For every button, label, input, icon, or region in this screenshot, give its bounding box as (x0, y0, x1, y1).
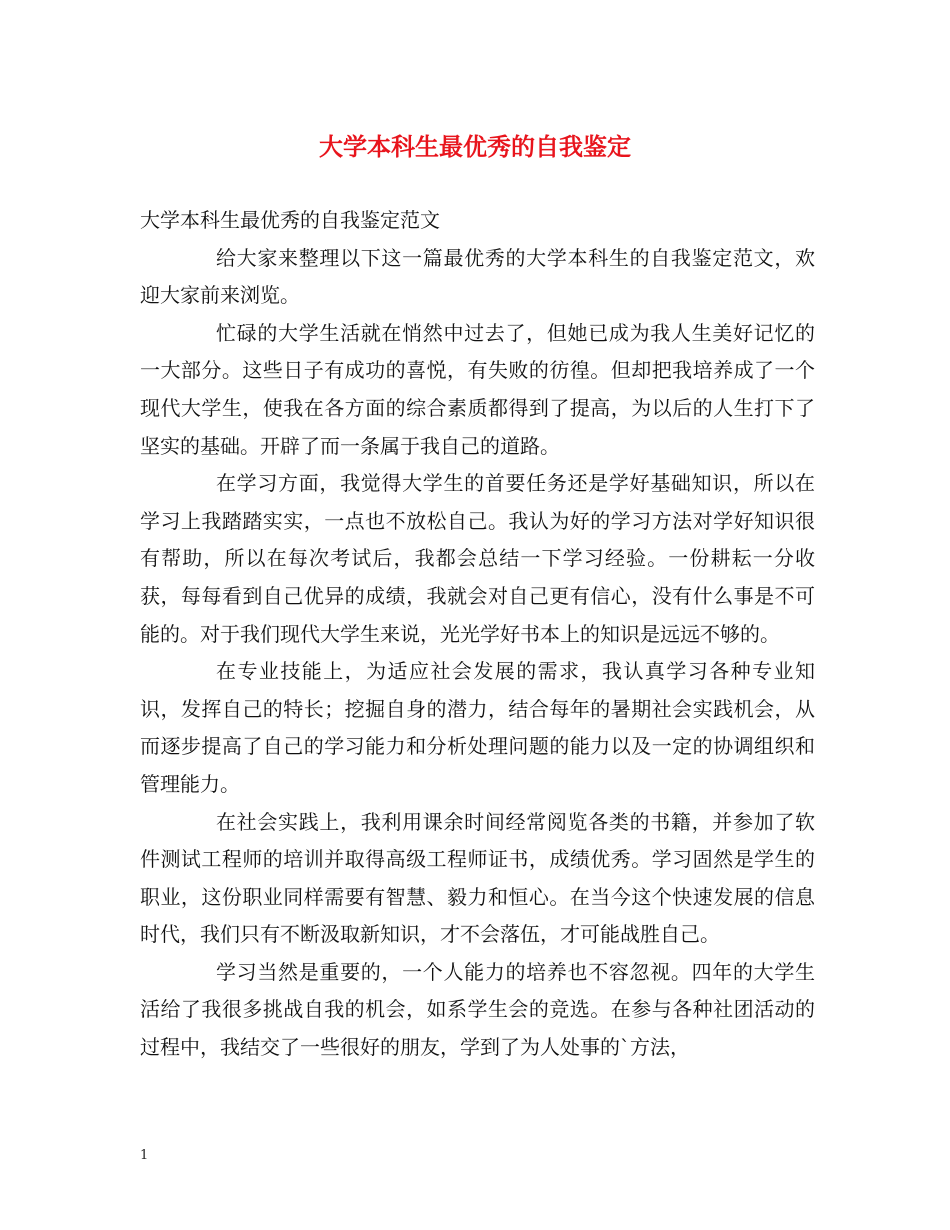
paragraph-intro: 给大家来整理以下这一篇最优秀的大学本科生的自我鉴定范文，欢迎大家前来浏览。 (140, 245, 815, 308)
page-number: 1 (140, 1148, 149, 1163)
document-body (140, 202, 815, 1067)
paragraph-study: 在学习方面，我觉得大学生的首要任务还是学好基础知识，所以在学习上我踏踏实实，一点也不放松自己。我认为好的学习方法对学好知识很有帮助，所以在每次考试后，我都会总结一下学习经验。一份耕耘一分收获，每每看到自己优异的成绩，我就会对自己更有信心，没有什么事是不可能的。对于我们现代大学生来说，光光学好书本上的知识是远远不够的。 (140, 471, 815, 646)
paragraph-professional-skills: 在专业技能上，为适应社会发展的需求，我认真学习各种专业知识，发挥自己的特长；挖掘自身的潜力，结合每年的暑期社会实践机会，从而逐步提高了自己的学习能力和分析处理问题的能力以及一定的协调组织和管理能力。 (140, 659, 815, 796)
document-title: 大学本科生最优秀的自我鉴定 (319, 132, 631, 161)
paragraph-ability: 学习当然是重要的，一个人能力的培养也不容忽视。四年的大学生活给了我很多挑战自我的机会，如系学生会的竞选。在参与各种社团活动的过程中，我结交了一些很好的朋友，学到了为人处事的`方法， (140, 959, 815, 1060)
document-subtitle: 大学本科生最优秀的自我鉴定范文 (140, 208, 440, 232)
paragraph-social-practice: 在社会实践上，我利用课余时间经常阅览各类的书籍，并参加了软件测试工程师的培训并取得高级工程师证书，成绩优秀。学习固然是学生的职业，这份职业同样需要有智慧、毅力和恒心。在当今这个快速发展的信息时代，我们只有不断汲取新知识，才不会落伍，才可能战胜自己。 (140, 809, 815, 947)
paragraph-college-life: 忙碌的大学生活就在悄然中过去了，但她已成为我人生美好记忆的一大部分。这些日子有成功的喜悦，有失败的彷徨。但却把我培养成了一个现代大学生，使我在各方面的综合素质都得到了提高，为以后的人生打下了坚实的基础。开辟了而一条属于我自己的道路。 (140, 320, 815, 458)
